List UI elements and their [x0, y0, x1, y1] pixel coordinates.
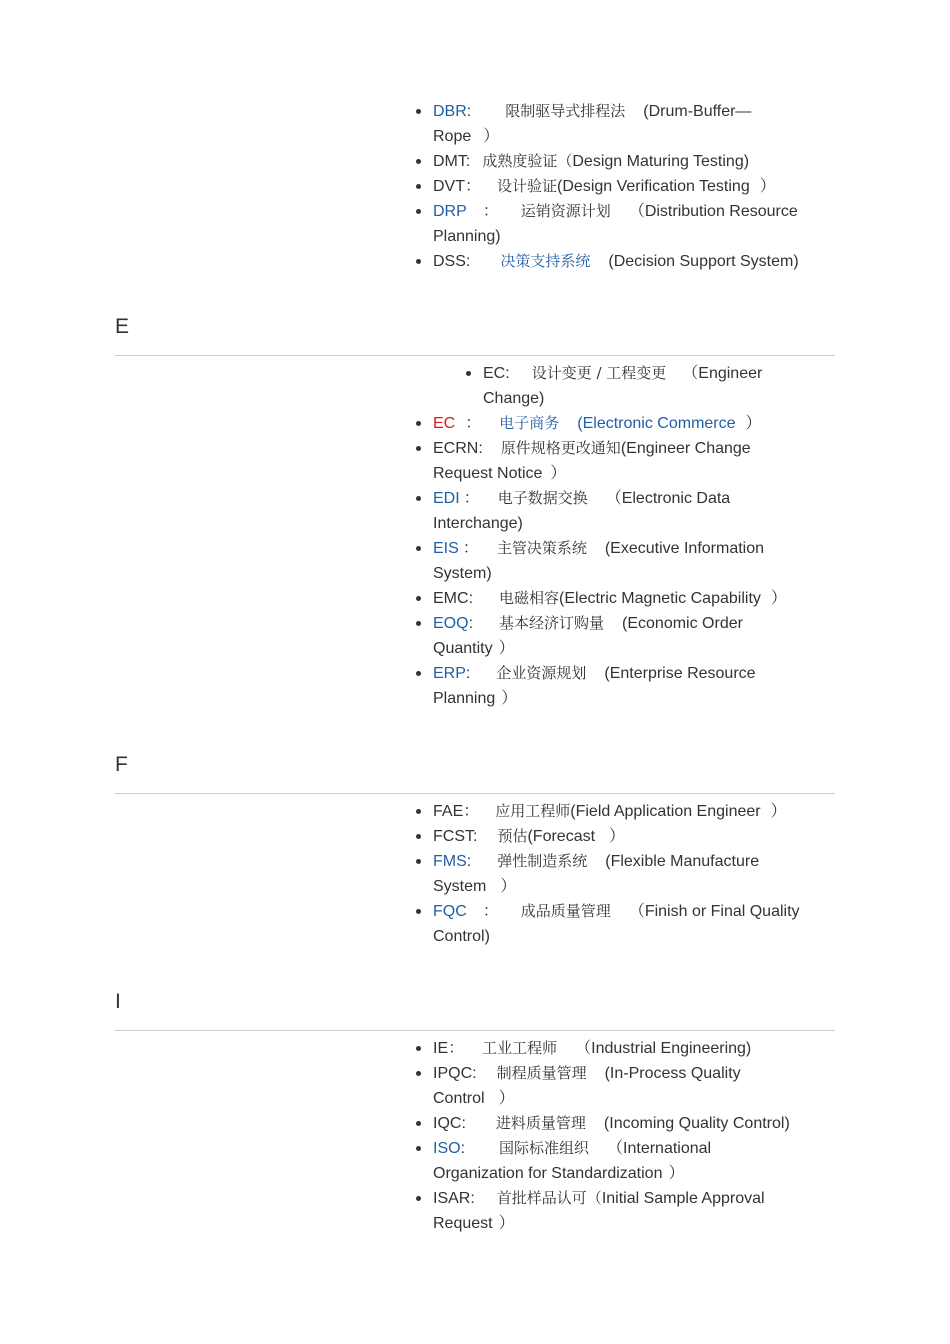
bullet-icon — [416, 809, 421, 814]
term-english: (Incoming Quality Control) — [603, 1115, 790, 1132]
list-item — [433, 99, 813, 149]
list-item — [433, 249, 813, 274]
term-separator: : — [470, 1190, 475, 1207]
list-item — [433, 661, 813, 711]
term-close: ） — [770, 803, 787, 820]
term-link-ec-chinese[interactable]: 电子商务 — [499, 414, 560, 432]
term-english: （Industrial Engineering) — [575, 1040, 752, 1057]
term-english: (Electric Magnetic Capability — [559, 590, 761, 607]
term-close: ） — [668, 1165, 685, 1182]
bullet-icon — [416, 834, 421, 839]
term-english: (Flexible Manufacture — [605, 853, 760, 870]
term-chinese: 电子数据交换 — [497, 489, 588, 507]
term-english: (Drum-Buffer— — [643, 103, 752, 120]
term-english-cont: Control — [433, 1090, 485, 1107]
term-link-fqc[interactable]: FQC — [433, 903, 467, 920]
term-close: ） — [498, 1215, 515, 1232]
term-english: Initial Sample Approval — [601, 1190, 765, 1207]
term-chinese: 应用工程师 — [495, 802, 571, 820]
term-chinese: 制程质量管理 — [496, 1064, 587, 1082]
term-chinese: 成熟度验证（ — [482, 152, 573, 170]
term-close: ） — [501, 690, 518, 707]
term-chinese: 工业工程师 — [482, 1039, 558, 1057]
term-abbr-fcst: FCST — [433, 828, 473, 845]
term-abbr-fae: FAE — [433, 803, 464, 820]
list-item — [433, 436, 813, 486]
term-abbr-dvt: DVT — [433, 178, 465, 195]
section-divider — [115, 1030, 835, 1031]
list-item — [433, 149, 813, 174]
term-link-ec-english[interactable]: (Electronic Commerce — [577, 415, 736, 432]
section-heading-e: E — [115, 315, 130, 338]
term-link-fms[interactable]: FMS — [433, 853, 467, 870]
list-item — [433, 1136, 813, 1186]
list-item — [433, 411, 813, 436]
glossary-list-f — [433, 799, 813, 949]
bullet-icon — [416, 496, 421, 501]
list-item — [433, 849, 813, 899]
term-english: (Enterprise Resource — [604, 665, 756, 682]
term-link-ec[interactable]: EC — [433, 415, 456, 432]
bullet-icon — [416, 859, 421, 864]
term-chinese: 进料质量管理 — [495, 1114, 586, 1132]
term-chinese: 基本经济订购量 — [499, 614, 605, 632]
term-chinese: 运销资源计划 — [520, 202, 611, 220]
term-chinese: 首批样品认可（ — [496, 1189, 602, 1207]
bullet-icon — [416, 446, 421, 451]
bullet-icon — [416, 546, 421, 551]
list-item — [433, 1111, 813, 1136]
term-separator: ： — [462, 540, 479, 557]
list-item — [433, 199, 813, 249]
term-chinese: 成品质量管理 — [520, 902, 611, 920]
bullet-icon — [416, 909, 421, 914]
term-link-edi[interactable]: EDI — [433, 490, 460, 507]
term-separator: : — [473, 828, 478, 845]
term-link-eoq[interactable]: EOQ — [433, 615, 469, 632]
term-abbr-isar: ISAR — [433, 1190, 471, 1207]
term-separator: : — [461, 1115, 466, 1132]
term-link-eis[interactable]: EIS — [433, 540, 459, 557]
term-close: ） — [609, 828, 626, 845]
bullet-icon — [416, 259, 421, 264]
term-separator: : — [505, 365, 510, 382]
term-english-cont: Quantity — [433, 640, 493, 657]
term-english: (Design Verification Testing — [557, 178, 750, 195]
term-chinese: 原件规格更改通知 — [500, 439, 621, 457]
bullet-icon — [416, 159, 421, 164]
term-english-cont: Change) — [483, 390, 545, 407]
bullet-icon — [416, 621, 421, 626]
term-abbr-dss: DSS — [433, 253, 466, 270]
bullet-icon — [416, 184, 421, 189]
term-english-cont: Planning) — [433, 228, 501, 245]
term-abbr-emc: EMC — [433, 590, 469, 607]
term-separator: : — [478, 440, 483, 457]
list-item — [433, 486, 813, 536]
term-link-erp[interactable]: ERP — [433, 665, 466, 682]
list-item — [483, 361, 813, 411]
term-english: (Executive Information — [604, 540, 765, 557]
bullet-icon — [416, 421, 421, 426]
term-chinese: 企业资源规划 — [496, 664, 587, 682]
glossary-list-e — [433, 361, 813, 711]
bullet-icon — [416, 1046, 421, 1051]
term-separator: ： — [463, 490, 480, 507]
term-english: (Engineer Change — [620, 440, 751, 457]
term-link-drp[interactable]: DRP — [433, 203, 467, 220]
term-separator: : — [465, 253, 471, 270]
list-item — [433, 1061, 813, 1111]
term-separator: : — [465, 153, 471, 170]
term-abbr-ie: IE — [433, 1040, 449, 1057]
bullet-icon — [416, 1121, 421, 1126]
term-chinese: 国际标准组织 — [499, 1139, 590, 1157]
term-english-cont: Planning — [433, 690, 496, 707]
term-english-cont: System — [433, 878, 487, 895]
term-chinese: 电磁相容 — [499, 589, 560, 607]
term-english-cont: Organization for Standardization — [433, 1165, 663, 1182]
term-separator: ： — [448, 1040, 465, 1057]
term-close: ） — [550, 465, 567, 482]
section-heading-i: I — [115, 990, 121, 1013]
term-separator: : — [466, 853, 472, 870]
term-english-cont: Request — [433, 1215, 493, 1232]
glossary-list-i — [433, 1036, 813, 1236]
term-english: （Finish or Final Quality — [628, 903, 800, 920]
term-english-cont: System) — [433, 565, 492, 582]
term-separator: ： — [463, 803, 480, 820]
list-item — [433, 1036, 813, 1061]
term-abbr-ecrn: ECRN — [433, 440, 479, 457]
bullet-icon — [416, 596, 421, 601]
term-english: (Forecast — [527, 828, 596, 845]
term-english: （Distribution Resource — [628, 203, 798, 220]
list-item — [433, 899, 813, 949]
term-close: ） — [745, 415, 762, 432]
term-separator: ： — [465, 178, 482, 195]
term-close: ） — [498, 1090, 515, 1107]
term-chinese: 设计变更 / 工程变更 — [531, 364, 667, 382]
term-link-iso[interactable]: ISO — [433, 1140, 461, 1157]
term-chinese: 预估 — [497, 827, 528, 845]
term-link-dbr[interactable]: DBR — [433, 103, 467, 120]
term-english-cont: Request Notice — [433, 465, 543, 482]
term-close: ） — [759, 178, 776, 195]
list-item — [433, 799, 813, 824]
section-divider — [115, 355, 835, 356]
term-separator: : — [465, 665, 471, 682]
term-separator: : — [460, 1140, 466, 1157]
bullet-icon — [416, 1146, 421, 1151]
term-chinese: 设计验证 — [497, 177, 558, 195]
list-item — [433, 611, 813, 661]
term-english: (Economic Order — [622, 615, 743, 632]
section-heading-f: F — [115, 753, 128, 776]
term-english: (In-Process Quality — [604, 1065, 741, 1082]
glossary-list-d — [433, 99, 813, 274]
list-item — [433, 1186, 813, 1236]
term-abbr-ipqc: IPQC — [433, 1065, 473, 1082]
list-item — [433, 174, 813, 199]
term-chinese: 弹性制造系统 — [497, 852, 588, 870]
term-english: （International — [607, 1140, 712, 1157]
bullet-icon — [466, 371, 471, 376]
term-separator: : — [468, 590, 474, 607]
term-close: ） — [770, 590, 787, 607]
term-english-cont: Interchange) — [433, 515, 523, 532]
term-link-dss-chinese[interactable]: 决策支持系统 — [500, 252, 591, 270]
list-item — [433, 536, 813, 586]
list-item — [433, 586, 813, 611]
term-english: （Electronic Data — [605, 490, 731, 507]
term-chinese: 限制驱导式排程法 — [505, 102, 626, 120]
term-separator: ： — [482, 203, 499, 220]
term-abbr-iqc: IQC — [433, 1115, 462, 1132]
bullet-icon — [416, 1071, 421, 1076]
term-english-cont: Rope — [433, 128, 472, 145]
term-separator: ： — [482, 903, 499, 920]
section-divider — [115, 793, 835, 794]
term-english: （Engineer — [682, 365, 763, 382]
term-close: ） — [500, 878, 517, 895]
bullet-icon — [416, 671, 421, 676]
term-english: (Field Application Engineer — [570, 803, 761, 820]
bullet-icon — [416, 109, 421, 114]
bullet-icon — [416, 209, 421, 214]
term-close: ） — [498, 640, 515, 657]
term-close: ） — [483, 128, 500, 145]
term-english: Design Maturing Testing) — [572, 153, 750, 170]
term-english: (Decision Support System) — [608, 253, 799, 270]
term-chinese: 主管决策系统 — [496, 539, 587, 557]
term-separator: ： — [465, 415, 482, 432]
bullet-icon — [416, 1196, 421, 1201]
term-abbr-ec: EC — [483, 365, 506, 382]
list-item — [433, 824, 813, 849]
term-abbr-dmt: DMT — [433, 153, 466, 170]
term-separator: : — [468, 615, 474, 632]
term-separator: : — [472, 1065, 477, 1082]
term-english-cont: Control) — [433, 928, 490, 945]
term-separator: : — [466, 103, 472, 120]
